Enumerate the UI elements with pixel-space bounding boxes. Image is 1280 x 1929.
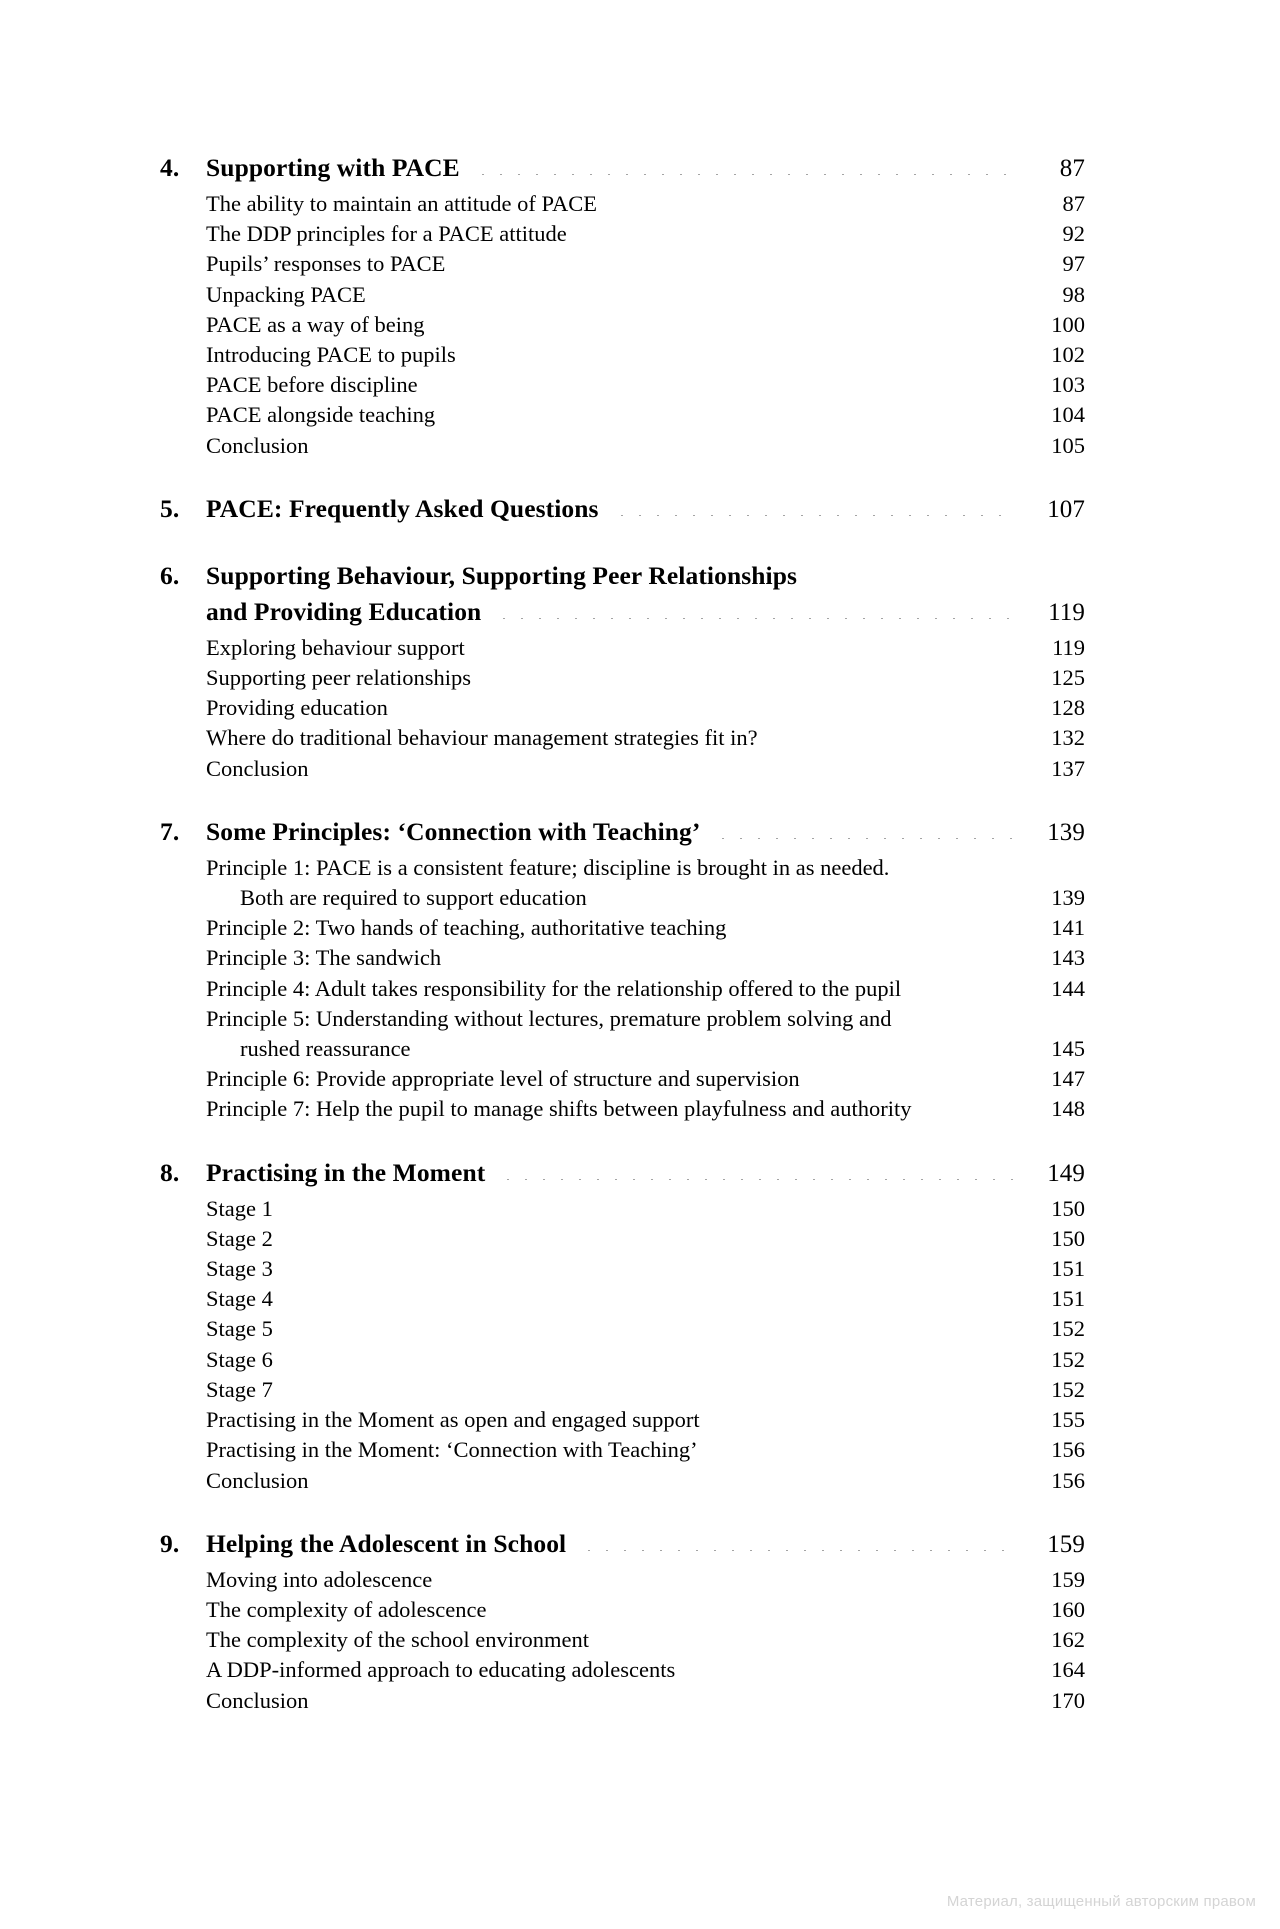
toc-entry[interactable] (160, 1686, 1085, 1716)
toc-entry-page-number: 164 (1051, 1657, 1085, 1683)
toc-entry-label: Pupils’ responses to PACE (206, 251, 446, 277)
chapter-number: 5. (160, 493, 180, 523)
chapter-title: Helping the Adolescent in School (206, 1528, 567, 1558)
toc-entry-label: Moving into adolescence (206, 1566, 433, 1592)
toc-entry-label: Principle 6: Provide appropriate level of structure and supervision (206, 1066, 800, 1092)
toc-entry[interactable] (160, 1565, 1085, 1595)
toc-entry-page-number: 141 (1051, 915, 1085, 941)
toc-entry[interactable] (160, 400, 1085, 430)
toc-chapter (160, 1155, 1085, 1496)
toc-entry-label: Principle 4: Adult takes responsibility for the relationship offered to the pupil (206, 975, 902, 1001)
toc-entry-label: Conclusion (206, 432, 309, 458)
toc-entry-label: Stage 4 (206, 1286, 273, 1312)
toc-entry-page-number: 148 (1051, 1096, 1085, 1122)
table-of-contents (160, 150, 1085, 1716)
chapter-title-continued: and Providing Education (206, 596, 482, 626)
toc-entry-page-number: 152 (1051, 1376, 1085, 1402)
dot-leader (714, 838, 1013, 839)
toc-entry-page-number: 170 (1051, 1687, 1085, 1713)
toc-entry[interactable] (160, 633, 1085, 663)
toc-entry-label: Exploring behaviour support (206, 634, 465, 660)
toc-entry-label: Conclusion (206, 1687, 309, 1713)
toc-entry[interactable] (160, 1435, 1085, 1465)
toc-entry-label: Stage 1 (206, 1195, 273, 1221)
toc-entry[interactable] (160, 1345, 1085, 1375)
toc-entry-page-number: 155 (1051, 1407, 1085, 1433)
chapter-number: 9. (160, 1528, 180, 1558)
chapter-title: Supporting with PACE (206, 153, 460, 182)
toc-entry-label: Introducing PACE to pupils (206, 342, 456, 368)
toc-entry-page-number: 87 (1062, 191, 1085, 216)
toc-entry[interactable] (160, 1625, 1085, 1655)
toc-entry-page-number: 97 (1062, 251, 1085, 277)
toc-entry[interactable] (160, 1284, 1085, 1314)
toc-entry-page-number: 98 (1062, 281, 1085, 307)
chapter-page-number: 159 (1047, 1530, 1085, 1558)
toc-entry[interactable] (160, 219, 1085, 249)
toc-entry-page-number: 152 (1051, 1346, 1085, 1372)
toc-entry-label: Principle 7: Help the pupil to manage shifts between playfulness and authority (206, 1096, 912, 1122)
toc-entry-page-number: 137 (1051, 755, 1085, 781)
toc-entry-label: Unpacking PACE (206, 281, 366, 307)
toc-entry[interactable] (160, 249, 1085, 279)
chapter-heading[interactable] (160, 150, 1085, 187)
toc-entry-label: Principle 2: Two hands of teaching, authoritative teaching (206, 915, 727, 941)
toc-chapter (160, 491, 1085, 528)
toc-entry[interactable] (160, 1655, 1085, 1685)
toc-chapter (160, 150, 1085, 461)
toc-entry-page-number: 104 (1051, 402, 1085, 428)
toc-entry-page-number: 145 (1051, 1036, 1085, 1062)
toc-entry-label: Both are required to support education (240, 885, 587, 911)
toc-entry[interactable] (160, 1375, 1085, 1405)
toc-chapter (160, 558, 1085, 784)
toc-entry-page-number: 128 (1051, 695, 1085, 721)
chapter-page-number: 119 (1048, 598, 1085, 626)
toc-entry-label: Conclusion (206, 1467, 309, 1493)
chapter-heading[interactable] (160, 1526, 1085, 1563)
toc-entry-label: Principle 3: The sandwich (206, 945, 442, 971)
toc-entry-page-number: 159 (1051, 1566, 1085, 1592)
toc-entry[interactable] (160, 189, 1085, 219)
dot-leader (580, 1550, 1013, 1551)
toc-entry-page-number: 150 (1051, 1195, 1085, 1221)
chapter-number: 8. (160, 1157, 180, 1187)
toc-entry[interactable] (160, 1466, 1085, 1496)
chapter-title-line-1 (160, 558, 1085, 594)
toc-entry-label: Stage 7 (206, 1376, 273, 1402)
chapter-number: 4. (160, 153, 180, 182)
toc-entry-label: Stage 2 (206, 1225, 273, 1251)
toc-entry-label: A DDP-informed approach to educating adolescents (206, 1657, 676, 1683)
toc-entry[interactable] (160, 1314, 1085, 1344)
toc-entry-page-number: 105 (1051, 432, 1085, 458)
toc-entry[interactable] (160, 1064, 1085, 1094)
toc-entry-page-number: 150 (1051, 1225, 1085, 1251)
toc-entry[interactable] (160, 1194, 1085, 1224)
toc-entry-label: PACE as a way of being (206, 311, 425, 337)
toc-entry-page-number: 92 (1062, 221, 1085, 247)
toc-entry-label: Practising in the Moment as open and engaged support (206, 1407, 700, 1433)
toc-entry-label: Providing education (206, 695, 388, 721)
toc-entry[interactable] (160, 1004, 1085, 1034)
toc-entry-page-number: 144 (1051, 975, 1085, 1001)
toc-entry-label: The complexity of adolescence (206, 1596, 487, 1622)
copyright-watermark: Материал, защищенный авторским правом (946, 1893, 1256, 1910)
toc-entry[interactable] (160, 853, 1085, 883)
toc-entry-page-number: 147 (1051, 1066, 1085, 1092)
toc-entry-page-number: 103 (1051, 372, 1085, 398)
toc-entry[interactable] (160, 370, 1085, 400)
chapter-number: 7. (160, 816, 180, 846)
toc-entry-label: The complexity of the school environment (206, 1627, 590, 1653)
toc-entry-page-number: 151 (1051, 1286, 1085, 1312)
dot-leader (613, 515, 1013, 516)
toc-entry-label: Where do traditional behaviour management strategies fit in? (206, 725, 758, 751)
toc-entry-page-number: 151 (1051, 1256, 1085, 1282)
toc-entry-label: rushed reassurance (240, 1036, 411, 1062)
toc-entry-page-number: 160 (1051, 1596, 1085, 1622)
toc-entry-page-number: 125 (1051, 665, 1085, 691)
toc-entry-page-number: 143 (1051, 945, 1085, 971)
chapter-title: PACE: Frequently Asked Questions (206, 493, 599, 523)
toc-entry-page-number: 100 (1051, 311, 1085, 337)
dot-leader (474, 174, 1013, 175)
toc-entry-label: Stage 3 (206, 1256, 273, 1282)
toc-entry[interactable] (160, 431, 1085, 461)
dot-leader (495, 618, 1013, 619)
toc-entry[interactable] (160, 1224, 1085, 1254)
toc-entry-page-number: 119 (1052, 634, 1085, 660)
chapter-title: Practising in the Moment (206, 1157, 486, 1187)
toc-entry-page-number: 162 (1051, 1627, 1085, 1653)
chapter-title-line-2 (160, 594, 1085, 631)
toc-entry-page-number: 132 (1051, 725, 1085, 751)
toc-entry-label: Supporting peer relationships (206, 665, 471, 691)
chapter-page-number: 139 (1047, 818, 1085, 846)
toc-entry-page-number: 102 (1051, 342, 1085, 368)
toc-entry[interactable] (160, 1405, 1085, 1435)
toc-entry[interactable] (160, 1254, 1085, 1284)
toc-entry[interactable] (160, 340, 1085, 370)
toc-entry-page-number: 139 (1051, 885, 1085, 911)
toc-entry-label: The DDP principles for a PACE attitude (206, 221, 567, 247)
toc-entry-page-number: 156 (1051, 1467, 1085, 1493)
chapter-page-number: 107 (1047, 495, 1085, 523)
toc-entry-page-number: 156 (1051, 1437, 1085, 1463)
chapter-number: 6. (160, 560, 180, 590)
toc-entry[interactable] (160, 974, 1085, 1004)
toc-chapter (160, 1526, 1085, 1716)
toc-entry[interactable] (160, 280, 1085, 310)
chapter-heading[interactable] (160, 491, 1085, 528)
toc-entry[interactable] (160, 883, 1085, 913)
toc-entry[interactable] (160, 1034, 1085, 1064)
toc-entry[interactable] (160, 310, 1085, 340)
chapter-title: Supporting Behaviour, Supporting Peer Relationships (206, 560, 798, 590)
dot-leader (499, 1179, 1013, 1180)
toc-entry-page-number: 152 (1051, 1316, 1085, 1342)
toc-entry-label: Stage 6 (206, 1346, 273, 1372)
toc-entry[interactable] (160, 693, 1085, 723)
chapter-title: Some Principles: ‘Connection with Teaching’ (206, 816, 701, 846)
chapter-page-number: 149 (1047, 1159, 1085, 1187)
toc-entry[interactable] (160, 913, 1085, 943)
chapter-heading[interactable] (160, 814, 1085, 851)
chapter-heading[interactable] (160, 558, 1085, 631)
toc-entry[interactable] (160, 1595, 1085, 1625)
toc-entry-label: PACE alongside teaching (206, 402, 436, 428)
toc-entry-label: Principle 5: Understanding without lectures, premature problem solving and (206, 1005, 892, 1031)
toc-entry[interactable] (160, 723, 1085, 753)
toc-entry-label: Stage 5 (206, 1316, 273, 1342)
toc-entry[interactable] (160, 663, 1085, 693)
chapter-page-number: 87 (1059, 155, 1085, 182)
toc-entry[interactable] (160, 754, 1085, 784)
toc-entry-label: Practising in the Moment: ‘Connection with Teaching’ (206, 1437, 698, 1463)
toc-chapter (160, 814, 1085, 1125)
toc-entry-label: PACE before discipline (206, 372, 418, 398)
toc-entry-label: Principle 1: PACE is a consistent feature; discipline is brought in as needed. (206, 854, 890, 880)
toc-entry[interactable] (160, 943, 1085, 973)
toc-entry[interactable] (160, 1094, 1085, 1124)
toc-entry-label: The ability to maintain an attitude of PACE (206, 191, 597, 216)
chapter-heading[interactable] (160, 1155, 1085, 1192)
toc-entry-label: Conclusion (206, 755, 309, 781)
